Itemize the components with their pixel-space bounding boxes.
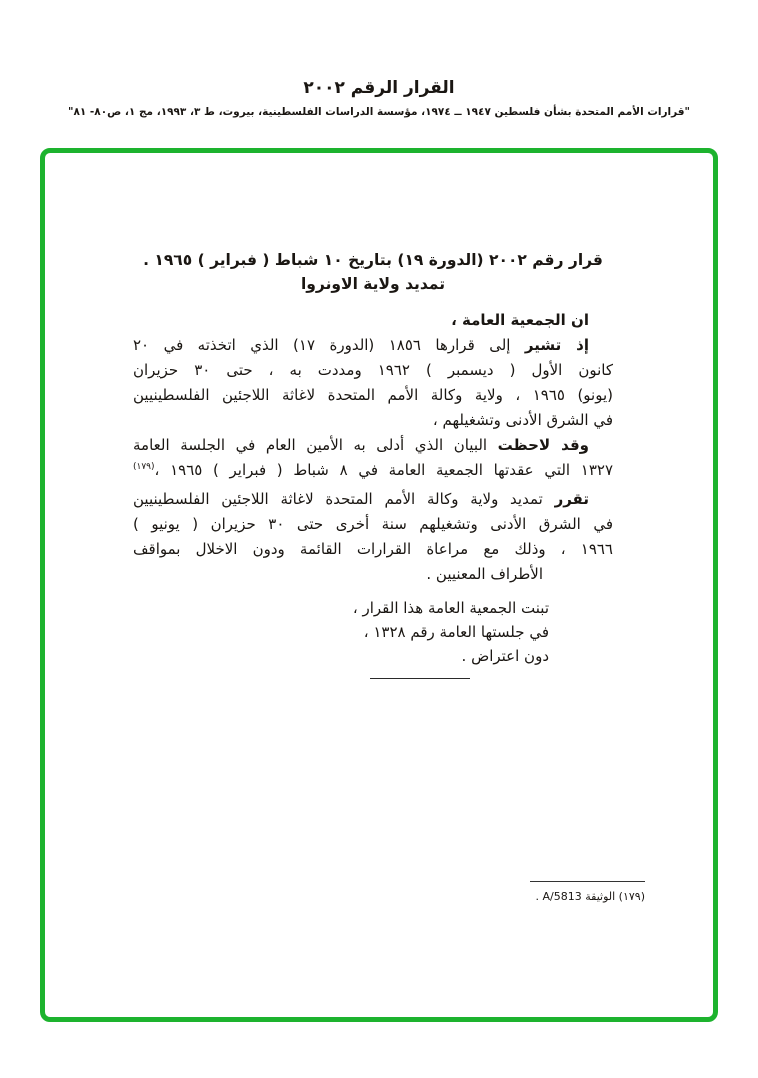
paragraph-having-noted-line1 xyxy=(133,433,613,458)
document-frame xyxy=(40,148,718,1022)
lead-word-decides: تقرر xyxy=(554,490,589,508)
footnote xyxy=(450,881,645,905)
paragraph-decides-line1 xyxy=(133,487,613,512)
paragraph-having-noted-line1-rest: البيان الذي أدلى به الأمين العام في الجلسة العامة xyxy=(133,436,498,454)
paragraph-decides xyxy=(133,487,613,587)
adoption-line1: تبنت الجمعية العامة هذا القرار ، xyxy=(352,599,549,617)
footnote-text: (١٧٩) الوثيقة A/5813 . xyxy=(535,890,645,903)
resolution-heading-line1: قرار رقم ٢٠٠٢ (الدورة ١٩) بتاريخ ١٠ شباط ( فبراير ) ١٩٦٥ . xyxy=(143,251,603,269)
paragraph-decides-line4: الأطراف المعنيين . xyxy=(426,565,543,583)
resolution-heading xyxy=(133,248,613,296)
paragraph-decides-line2: في الشرق الأدنى وتشغيلهم سنة أخرى حتى ٣٠ حزيران ( يونيو ) xyxy=(133,515,613,533)
lead-word-having-noted: وقد لاحظت xyxy=(497,436,589,454)
paragraph-decides-line3: ١٩٦٦ ، وذلك مع مراعاة القرارات القائمة ودون الاخلال بمواقف xyxy=(133,540,613,558)
footnote-ref-marker: (١٧٩) xyxy=(133,462,155,472)
section-divider xyxy=(370,678,470,679)
paragraph-having-noted xyxy=(133,433,613,483)
resolution-heading-line2: تمديد ولاية الاونروا xyxy=(300,275,446,293)
opening-line: ان الجمعية العامة ، xyxy=(451,311,589,329)
adoption-note xyxy=(133,596,613,668)
footnote-divider xyxy=(530,881,645,882)
paragraph-having-noted-line2-text: ١٣٢٧ التي عقدتها الجمعية العامة في ٨ شباط ( فبراير ) ١٩٦٥ ، xyxy=(154,461,614,479)
paragraph-recalling-line1 xyxy=(133,333,613,358)
paragraph-recalling-line1-rest: إلى قرارها ١٨٥٦ (الدورة ١٧) الذي اتخذته في ٢٠ xyxy=(133,336,525,354)
paragraph-recalling-line4: في الشرق الأدنى وتشغيلهم ، xyxy=(432,411,613,429)
lead-word-recalling: إذ تشير xyxy=(524,336,589,354)
paragraph-having-noted-line2 xyxy=(133,458,613,483)
citation-line: "قرارات الأمم المتحدة بشأن فلسطين ١٩٤٧ ــ ١٩٧٤، مؤسسة الدراسات الفلسطينية، بيروت، ط ٣، ١٩٩٣، مج ١، ص٨٠- ٨١" xyxy=(67,106,691,118)
adoption-line2: في جلستها العامة رقم ١٣٢٨ ، xyxy=(363,623,549,641)
paragraph-recalling-line3: (يونو) ١٩٦٥ ، ولاية وكالة الأمم المتحدة لاغاثة اللاجئين الفلسطينيين xyxy=(133,386,613,404)
paragraph-decides-line1-rest: تمديد ولاية وكالة الأمم المتحدة لاغاثة اللاجئين الفلسطينيين xyxy=(133,490,555,508)
paragraph-recalling-line2: كانون الأول ( ديسمبر ) ١٩٦٢ ومددت به ، حتى ٣٠ حزيران xyxy=(133,361,613,379)
resolution-body xyxy=(133,308,613,679)
paragraph-recalling xyxy=(133,333,613,433)
page-title: القرار الرقم ٢٠٠٢ xyxy=(303,78,455,98)
adoption-line3: دون اعتراض . xyxy=(461,647,549,665)
